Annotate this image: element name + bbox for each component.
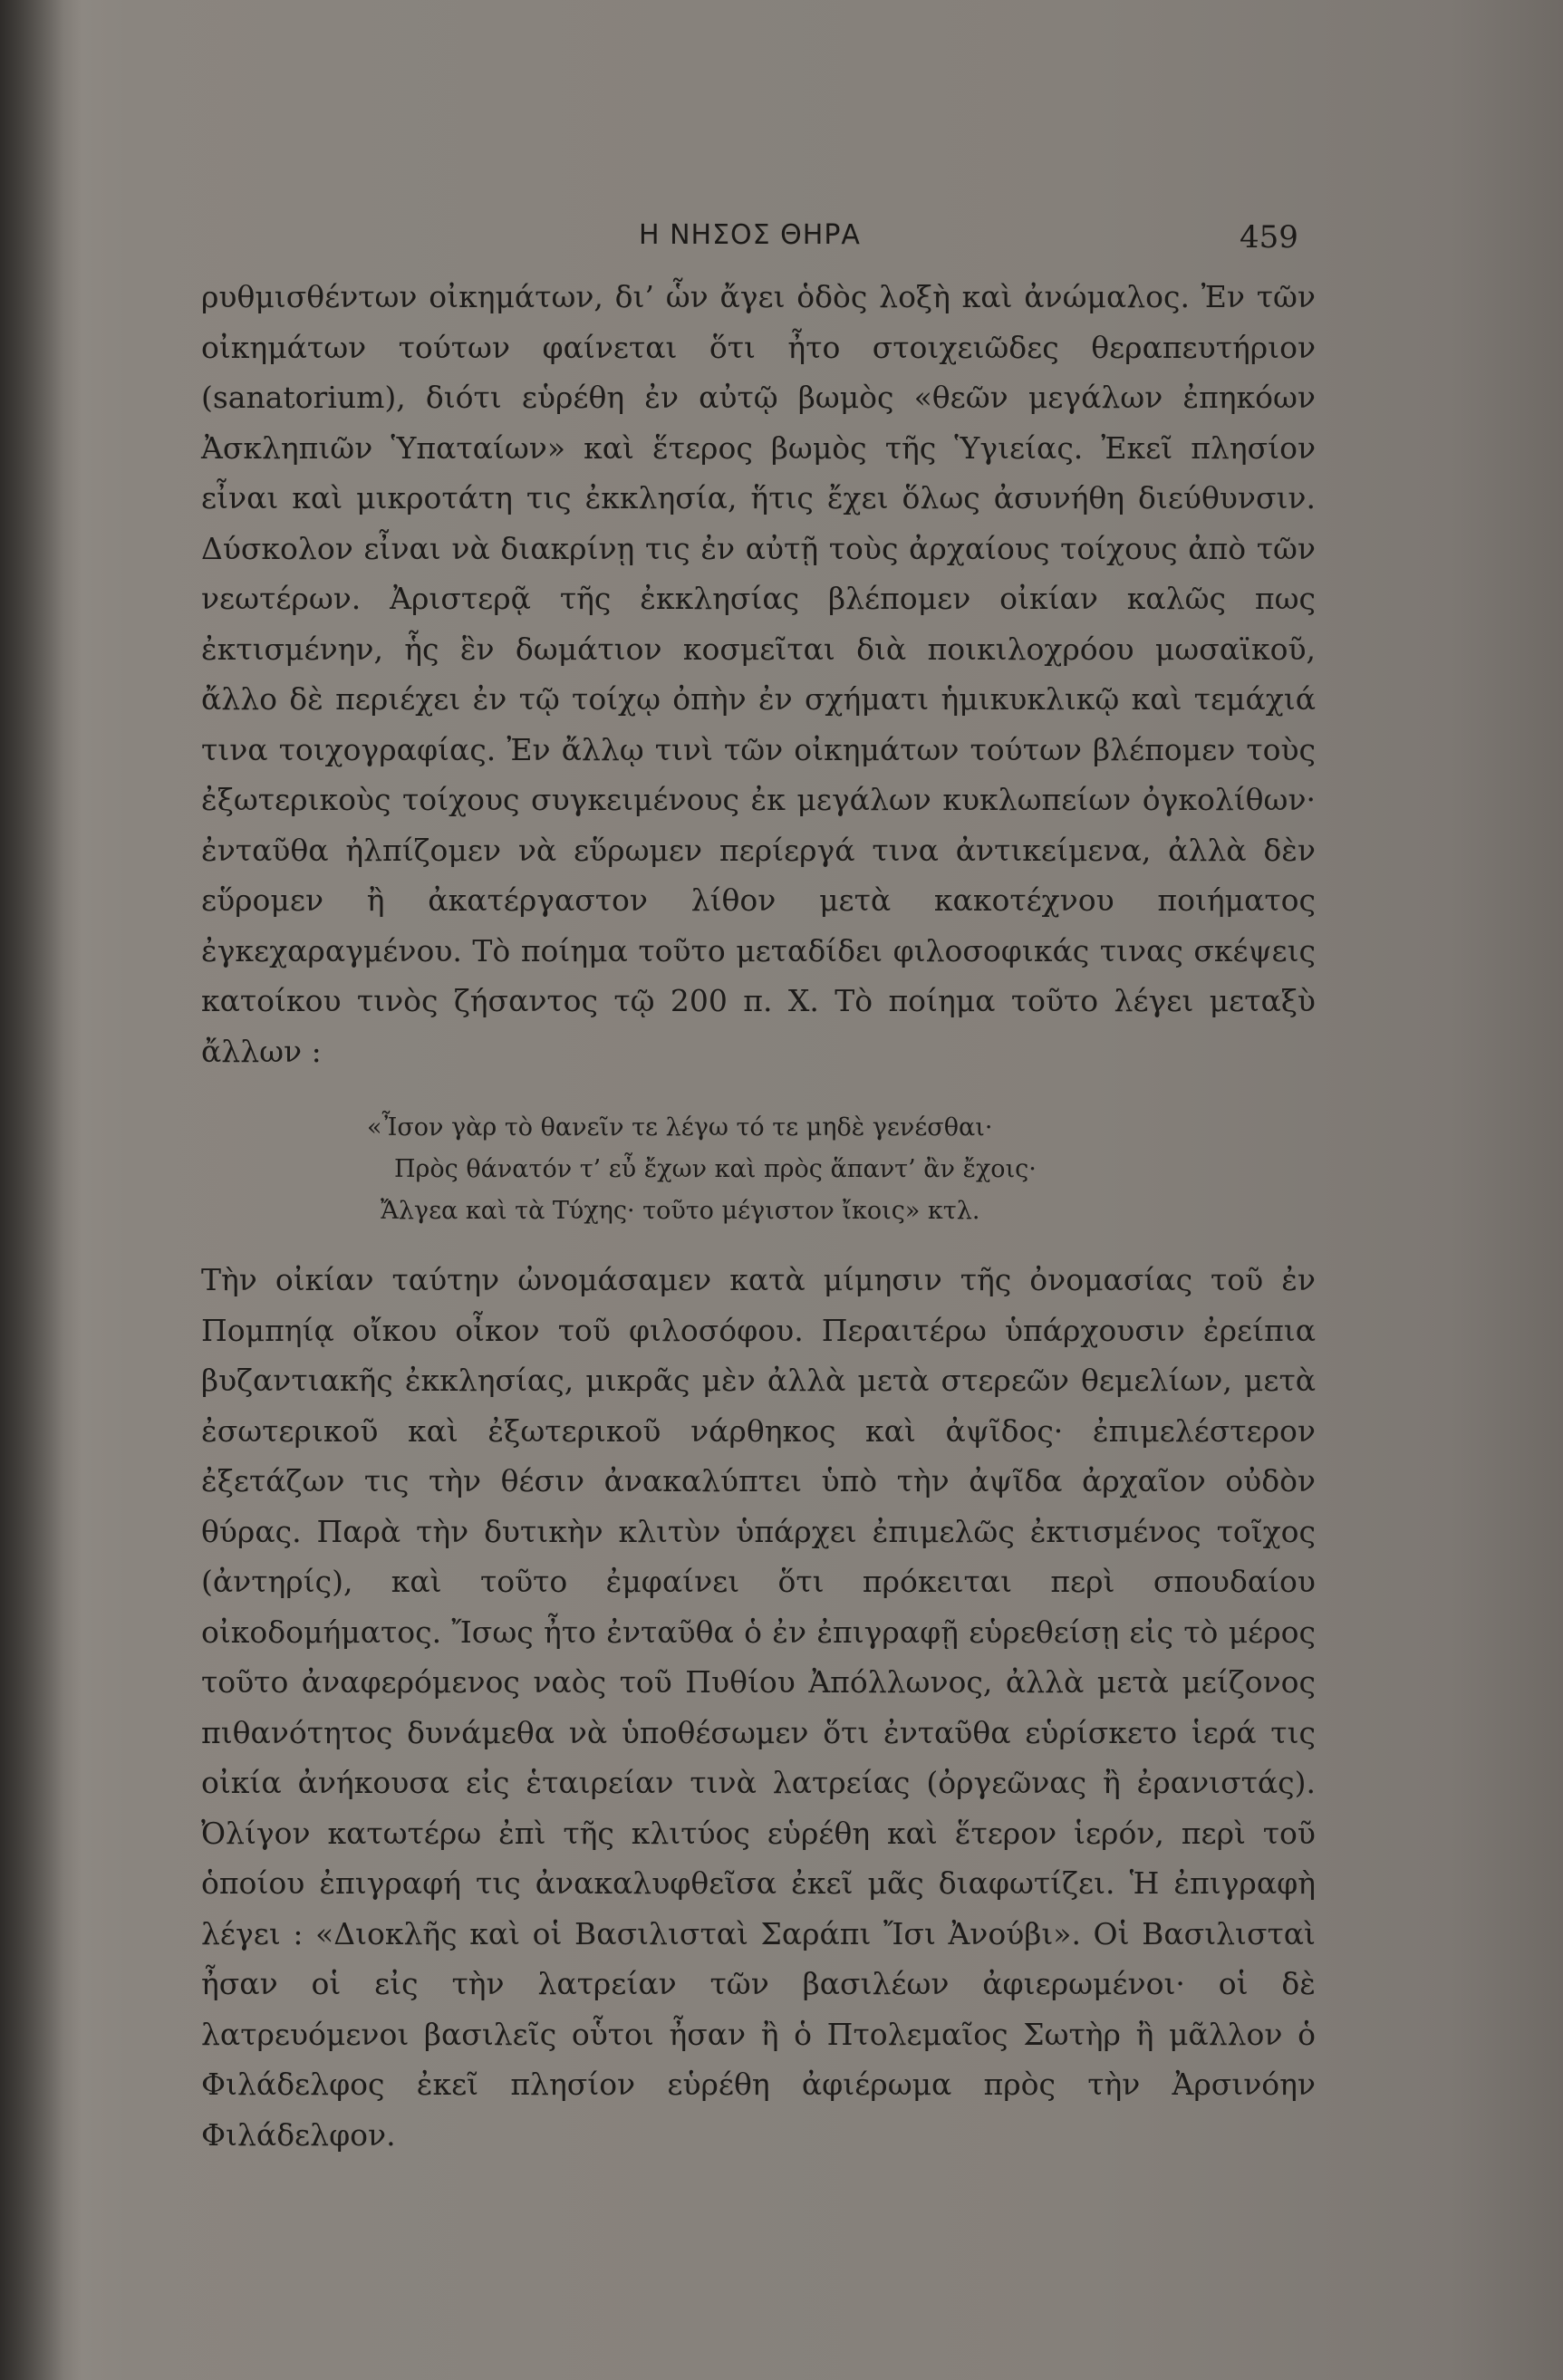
poem-line-3: Ἄλγεα καὶ τὰ Τύχης· τοῦτο μέγιστον ἴκοις» κτλ.: [381, 1197, 980, 1225]
body-paragraph-1: ρυθμισθέντων οἰκημάτων, δι’ ὧν ἄγει ὁδὸς λοξὴ καὶ ἀνώμαλος. Ἐν τῶν οἰκημάτων τούτων φαίνεται ὅτι ἦτο στοιχειῶδες θεραπευτήριον (sanatorium), διότι εὑρέθη ἐν αὐτῷ βωμὸς «θεῶν μεγάλων ἐπηκόων Ἀσκληπιῶν Ὑπαταίων» καὶ ἕτερος βωμὸς τῆς Ὑγιείας. Ἐκεῖ πλησίον εἶναι καὶ μικροτάτη τις ἐκκλησία, ἥτις ἔχει ὅλως ἀσυνήθη διεύθυνσιν. Δύσκολον εἶναι νὰ διακρίνῃ τις ἐν αὐτῇ τοὺς ἀρχαίους τοίχους ἀπὸ τῶν νεωτέρων. Ἀριστερᾷ τῆς ἐκκλησίας βλέπομεν οἰκίαν καλῶς πως ἐκτισμένην, ἧς ἓν δωμάτιον κοσμεῖται διὰ ποικιλοχρόου μωσαϊκοῦ, ἄλλο δὲ περιέχει ἐν τῷ τοίχῳ ὀπὴν ἐν σχήματι ἡμικυκλικῷ καὶ τεμάχιά τινα τοιχογραφίας. Ἐν ἄλλῳ τινὶ τῶν οἰκημάτων τούτων βλέπομεν τοὺς ἐξωτερικοὺς τοίχους συγκειμένους ἐκ μεγάλων κυκλωπείων ὀγκολίθων· ἐνταῦθα ἠλπίζομεν νὰ εὕρωμεν περίεργά τινα ἀντικείμενα, ἀλλὰ δὲν εὕρομεν ἢ ἀκατέργαστον λίθον μετὰ κακοτέχνου ποιήματος ἐγκεχαραγμένου. Τὸ ποίημα τοῦτο μεταδίδει φιλοσοφικάς τινας σκέψεις κατοίκου τινὸς ζήσαντος τῷ 200 π. Χ. Τὸ ποίημα τοῦτο λέγει μεταξὺ ἄλλων :: [201, 279, 1316, 1069]
gutter-shadow: [0, 0, 63, 2380]
running-title: Η ΝΗΣΟΣ ΘΗΡΑ: [639, 219, 861, 251]
body-paragraph-2: Τὴν οἰκίαν ταύτην ὠνομάσαμεν κατὰ μίμησιν τῆς ὀνομασίας τοῦ ἐν Πομπηίᾳ οἴκου οἶκον τοῦ φιλοσόφου. Περαιτέρω ὑπάρχουσιν ἐρείπια βυζαντιακῆς ἐκκλησίας, μικρᾶς μὲν ἀλλὰ μετὰ στερεῶν θεμελίων, μετὰ ἐσωτερικοῦ καὶ ἐξωτερικοῦ νάρθηκος καὶ ἀψῖδος· ἐπιμελέστερον ἐξετάζων τις τὴν θέσιν ἀνακαλύπτει ὑπὸ τὴν ἀψῖδα ἀρχαῖον οὐδὸν θύρας. Παρὰ τὴν δυτικὴν κλιτὺν ὑπάρχει ἐπιμελῶς ἐκτισμένος τοῖχος (ἀντηρίς), καὶ τοῦτο ἐμφαίνει ὅτι πρόκειται περὶ σπουδαίου οἰκοδομήματος. Ἴσως ἦτο ἐνταῦθα ὁ ἐν ἐπιγραφῇ εὑρεθείσῃ εἰς τὸ μέρος τοῦτο ἀναφερόμενος ναὸς τοῦ Πυθίου Ἀπόλλωνος, ἀλλὰ μετὰ μείζονος πιθανότητος δυνάμεθα νὰ ὑποθέσωμεν ὅτι ἐνταῦθα εὑρίσκετο ἱερά τις οἰκία ἀνήκουσα εἰς ἑταιρείαν τινὰ λατρείας (ὀργεῶνας ἢ ἐρανιστάς). Ὀλίγον κατωτέρω ἐπὶ τῆς κλιτύος εὑρέθη καὶ ἕτερον ἱερόν, περὶ τοῦ ὁποίου ἐπιγραφή τις ἀνακαλυφθεῖσα ἐκεῖ μᾶς διαφωτίζει. Ἡ ἐπιγραφὴ λέγει : «Διοκλῆς καὶ οἱ Βασιλισταὶ Σαράπι Ἴσι Ἀνούβι». Οἱ Βασιλισταὶ ἦσαν οἱ εἰς τὴν λατρείαν τῶν βασιλέων ἀφιερωμένοι· οἱ δὲ λατρευόμενοι βασιλεῖς οὗτοι ἦσαν ἢ ὁ Πτολεμαῖος Σωτὴρ ἢ μᾶλλον ὁ Φιλάδελφος ἐκεῖ πλησίον εὑρέθη ἀφιέρωμα πρὸς τὴν Ἀρσινόην Φιλάδελφον.: [201, 1262, 1316, 2153]
page-header: [0, 219, 1563, 265]
poem-line-1: «Ἶσον γὰρ τὸ θανεῖν τε λέγω τό τε μηδὲ γενέσθαι·: [367, 1113, 993, 1142]
page-number: 459: [1240, 219, 1298, 255]
poem-line-2: Πρὸς θάνατόν τ’ εὖ ἔχων καὶ πρὸς ἅπαντ’ ἂν ἔχοις·: [394, 1155, 1037, 1183]
inscription-poem: [367, 1107, 1182, 1232]
